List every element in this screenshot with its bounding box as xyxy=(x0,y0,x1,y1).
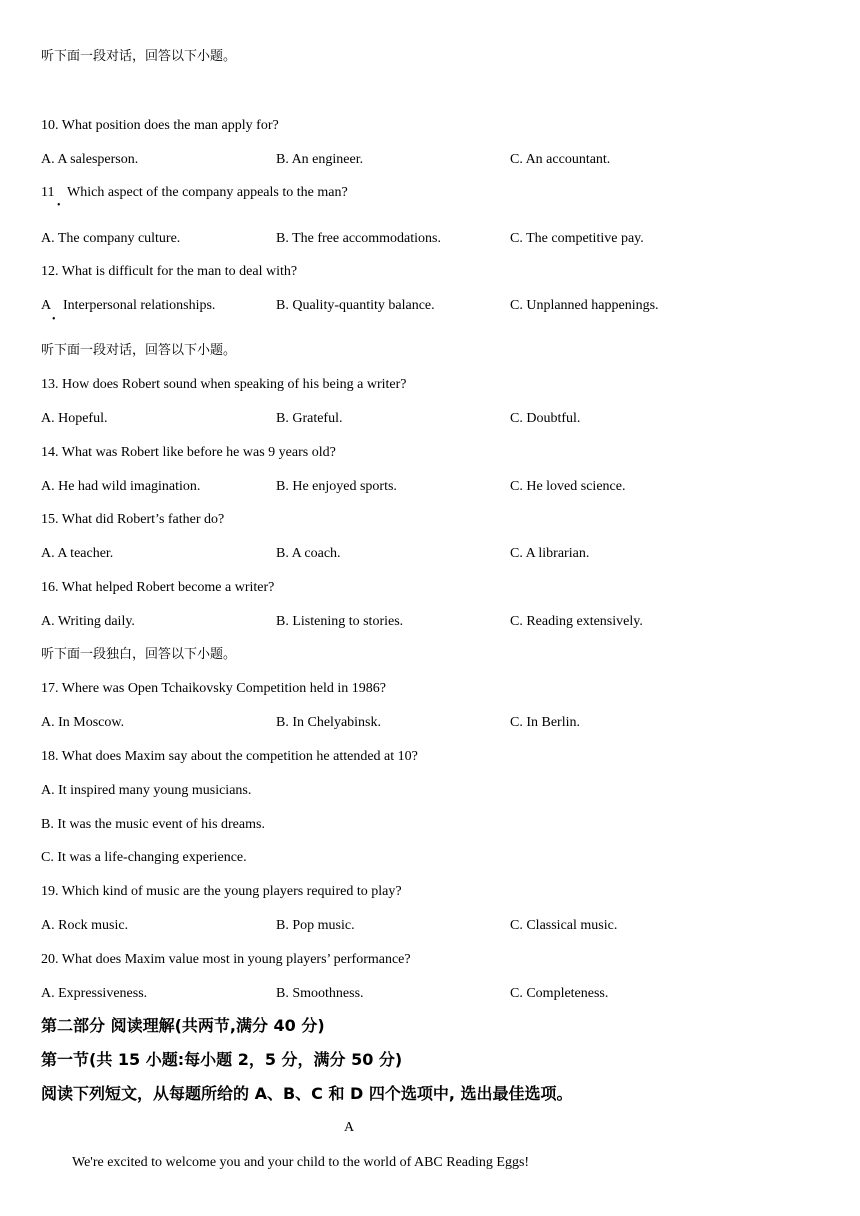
question-18: 18. What does Maxim say about the competition he attended at 10? xyxy=(41,749,418,764)
reading-instruction: 阅读下列短文，从每题所给的 A、B、C 和 D 四个选项中, 选出最佳选项。 xyxy=(41,1084,573,1103)
q16-option-a: A. Writing daily. xyxy=(41,614,135,629)
q20-option-b: B. Smoothness. xyxy=(276,986,364,1001)
question-13: 13. How does Robert sound when speaking of his being a writer? xyxy=(41,377,407,392)
q20-option-c: C. Completeness. xyxy=(510,986,609,1001)
q13-option-a: A. Hopeful. xyxy=(41,411,108,426)
q11-option-a: A. The company culture. xyxy=(41,231,181,246)
q10-option-c: C. An accountant. xyxy=(510,152,611,167)
q15-option-b: B. A coach. xyxy=(276,546,341,561)
question-10: 10. What position does the man apply for? xyxy=(41,118,279,133)
q13-option-b: B. Grateful. xyxy=(276,411,343,426)
instruction-3: 听下面一段独白，回答以下小题。 xyxy=(41,647,237,662)
q18-option-c: C. It was a life-changing experience. xyxy=(41,850,247,865)
q16-option-c: C. Reading extensively. xyxy=(510,614,643,629)
q15-option-c: C. A librarian. xyxy=(510,546,590,561)
question-14: 14. What was Robert like before he was 9 years old? xyxy=(41,445,336,460)
section-1-heading: 第一节(共 15 小题:每小题 2，5 分，满分 50 分) xyxy=(41,1050,403,1069)
question-11-number: 11 xyxy=(41,185,55,200)
q19-option-a: A. Rock music. xyxy=(41,918,129,933)
q12-option-b: B. Quality-quantity balance. xyxy=(276,298,435,313)
q16-option-b: B. Listening to stories. xyxy=(276,614,404,629)
q13-option-c: C. Doubtful. xyxy=(510,411,581,426)
question-16: 16. What helped Robert become a writer? xyxy=(41,580,275,595)
q17-option-b: B. In Chelyabinsk. xyxy=(276,715,381,730)
question-11: Which aspect of the company appeals to the man? xyxy=(67,185,348,200)
q10-option-b: B. An engineer. xyxy=(276,152,364,167)
q12-option-a-label: A xyxy=(41,298,52,313)
q17-option-c: C. In Berlin. xyxy=(510,715,580,730)
q18-option-a: A. It inspired many young musicians. xyxy=(41,783,252,798)
q12-option-a: Interpersonal relationships. xyxy=(63,298,216,313)
q20-option-a: A. Expressiveness. xyxy=(41,986,148,1001)
instruction-1: 听下面一段对话，回答以下小题。 xyxy=(41,49,237,64)
question-19: 19. Which kind of music are the young players required to play? xyxy=(41,884,402,899)
question-17: 17. Where was Open Tchaikovsky Competition held in 1986? xyxy=(41,681,386,696)
q14-option-a: A. He had wild imagination. xyxy=(41,479,201,494)
q19-option-c: C. Classical music. xyxy=(510,918,618,933)
q12-option-a-dot: • xyxy=(52,314,56,325)
passage-label: A xyxy=(344,1120,355,1135)
q17-option-a: A. In Moscow. xyxy=(41,715,125,730)
question-11-dot: • xyxy=(57,200,61,211)
passage-first-line: We're excited to welcome you and your child to the world of ABC Reading Eggs! xyxy=(72,1155,530,1170)
q11-option-b: B. The free accommodations. xyxy=(276,231,441,246)
q11-option-c: C. The competitive pay. xyxy=(510,231,644,246)
q14-option-b: B. He enjoyed sports. xyxy=(276,479,397,494)
q12-option-c: C. Unplanned happenings. xyxy=(510,298,659,313)
question-20: 20. What does Maxim value most in young players’ performance? xyxy=(41,952,411,967)
question-15: 15. What did Robert’s father do? xyxy=(41,512,225,527)
q19-option-b: B. Pop music. xyxy=(276,918,355,933)
q18-option-b: B. It was the music event of his dreams. xyxy=(41,817,265,832)
instruction-2: 听下面一段对话，回答以下小题。 xyxy=(41,343,237,358)
question-12: 12. What is difficult for the man to deal with? xyxy=(41,264,298,279)
q10-option-a: A. A salesperson. xyxy=(41,152,139,167)
q15-option-a: A. A teacher. xyxy=(41,546,114,561)
q14-option-c: C. He loved science. xyxy=(510,479,626,494)
part-2-heading: 第二部分 阅读理解(共两节,满分 40 分) xyxy=(41,1016,325,1035)
